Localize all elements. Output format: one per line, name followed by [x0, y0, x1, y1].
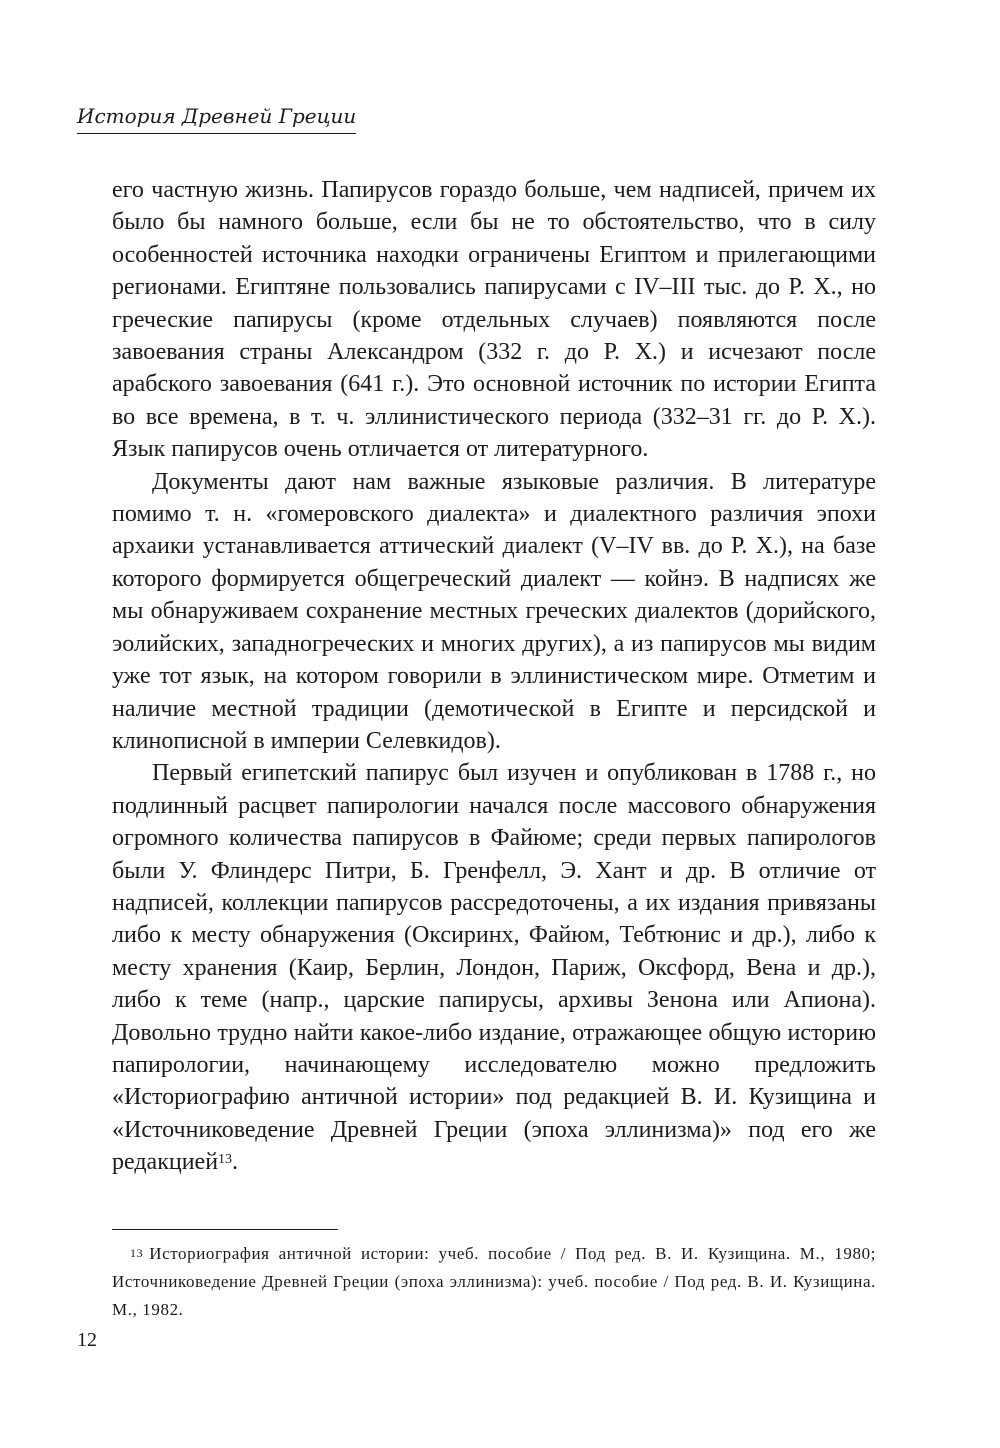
paragraph-3	[112, 757, 876, 1178]
body-text	[112, 174, 876, 1179]
footnote-number: 13	[130, 1246, 144, 1260]
page-number: 12	[77, 1329, 97, 1351]
footnote-13	[112, 1240, 876, 1324]
paragraph-3-end: .	[232, 1149, 239, 1176]
footnote-separator	[112, 1229, 338, 1230]
paragraph-1: его частную жизнь. Папирусов гораздо больше, чем надписей, причем их было бы намного больше, если бы не то обстоятельство, что в силу особенностей источника находки ограничены Египтом и прилегающими регионами. Египтяне пользовались папирусами с IV–III тыс. до Р. Х., но греческие папирусы (кроме отдельных случаев) появляются после завоевания страны Александром (332 г. до Р. Х.) и исчезают после арабского завоевания (641 г.). Это основной источник по истории Египта во все времена, в т. ч. эллинистического периода (332–31 гг. до Р. Х.). Язык папирусов очень отличается от литературного.	[112, 177, 877, 463]
paragraph-2: Документы дают нам важные языковые различия. В литературе помимо т. н. «гомеровского диалекта» и диалектного различия эпохи архаики устанавливается аттический диалект (V–IV вв. до Р. Х.), на базе которого формируется общегреческий диалект — койнэ. В надписях же мы обнаруживаем сохранение местных греческих диалектов (дорийского, эолийских, западногреческих и многих других), а из папирусов мы видим уже тот язык, на котором говорили в эллинистическом мире. Отметим и наличие местной традиции (демотической в Египте и персидской и клинописной в империи Селевкидов).	[112, 468, 876, 754]
footnote-text: Историография античной истории: учеб. пособие / Под ред. В. И. Кузищина. М., 1980; Источниковедение Древней Греции (эпоха эллинизма): учеб. пособие / Под ред. В. И. Кузищина. М., 1982.	[112, 1244, 876, 1319]
footnote-ref-13[interactable]: 13	[218, 1152, 233, 1168]
running-head: История Древней Греции	[77, 102, 356, 134]
paragraph-3-text: Первый египетский папирус был изучен и опубликован в 1788 г., но подлинный расцвет папирологии начался после массового обнаружения огромного количества папирусов в Файюме; среди первых папирологов были У. Флиндерс Питри, Б. Гренфелл, Э. Хант и др. В отличие от надписей, коллекции папирусов рассредоточены, а их издания привязаны либо к месту обнаружения (Оксиринх, Файюм, Тебтюнис и др.), либо к месту хранения (Каир, Берлин, Лондон, Париж, Оксфорд, Вена и др.), либо к теме (напр., царские папирусы, архивы Зенона или Апиона). Довольно трудно найти какое-либо издание, отражающее общую историю папирологии, начинающему исследователю можно предложить «Историографию античной истории» под редакцией В. И. Кузищина и «Источниковедение Древней Греции (эпоха эллинизма)» под его же редакцией	[112, 760, 876, 1176]
